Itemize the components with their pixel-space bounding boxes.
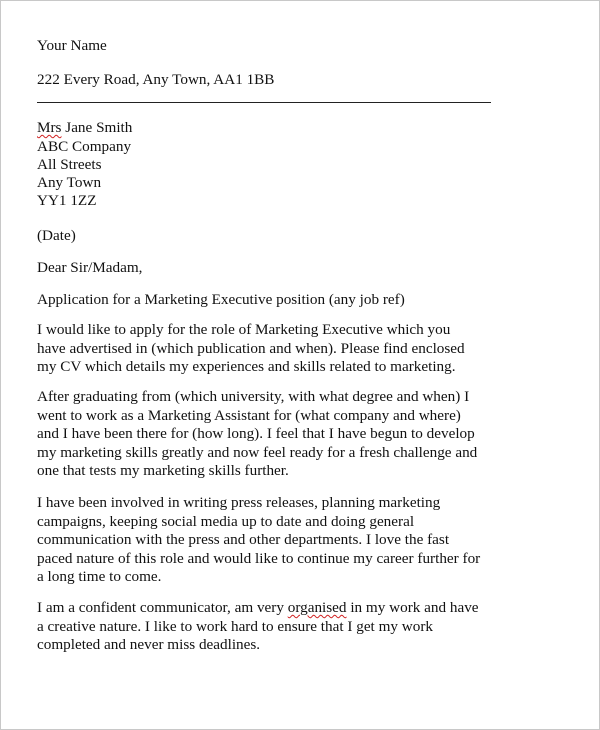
paragraph-line: I have been involved in writing press releases, planning marketing bbox=[37, 494, 441, 511]
paragraph-line: communication with the press and other departments. I love the fast bbox=[37, 531, 450, 549]
paragraph-line: paced nature of this role and would like to continue my career further for bbox=[37, 549, 481, 567]
paragraph-line: and I have been there for (how long). I feel that I have begun to develop bbox=[37, 425, 475, 443]
paragraph-closing bbox=[37, 599, 577, 655]
paragraph-experience bbox=[37, 388, 577, 481]
header-divider bbox=[37, 102, 491, 103]
recipient-postcode: YY1 1ZZ bbox=[37, 192, 97, 209]
recipient-company: ABC Company bbox=[37, 138, 132, 155]
text-run: I am a confident communicator, am very bbox=[37, 599, 288, 616]
spellcheck-flagged-word: organised bbox=[287, 599, 347, 616]
sender-name: Your Name bbox=[37, 37, 107, 54]
paragraph-line: I would like to apply for the role of Marketing Executive which you bbox=[37, 321, 451, 338]
paragraph-line: After graduating from (which university, with what degree and when) I bbox=[37, 388, 470, 405]
paragraph-line: went to work as a Marketing Assistant for (what company and where) bbox=[37, 406, 461, 424]
subject-line: Application for a Marketing Executive position (any job ref) bbox=[37, 291, 405, 308]
paragraph-line: my CV which details my experiences and skills related to marketing. bbox=[37, 358, 456, 376]
paragraph-intro bbox=[37, 321, 577, 377]
spellcheck-flagged-word: Mrs bbox=[37, 119, 62, 136]
paragraph-line: campaigns, keeping social media up to date and doing general bbox=[37, 512, 415, 530]
paragraph-line: a creative nature. I like to work hard to ensure that I get my work bbox=[37, 617, 433, 635]
letter-date: (Date) bbox=[37, 227, 76, 244]
salutation: Dear Sir/Madam, bbox=[37, 259, 143, 276]
paragraph-line: one that tests my marketing skills further. bbox=[37, 462, 289, 480]
recipient-name-rest: Jane Smith bbox=[61, 119, 133, 136]
paragraph-line: a long time to come. bbox=[37, 568, 162, 586]
paragraph-responsibilities bbox=[37, 494, 577, 587]
recipient-town: Any Town bbox=[37, 174, 102, 191]
sender-address: 222 Every Road, Any Town, AA1 1BB bbox=[37, 71, 275, 88]
text-run: in my work and have bbox=[346, 599, 479, 616]
paragraph-line: my marketing skills greatly and now feel ready for a fresh challenge and bbox=[37, 443, 478, 461]
paragraph-line: completed and never miss deadlines. bbox=[37, 636, 261, 654]
paragraph-line bbox=[37, 599, 577, 618]
recipient-name bbox=[37, 119, 132, 138]
recipient-street: All Streets bbox=[37, 156, 102, 173]
paragraph-line: have advertised in (which publication and when). Please find enclosed bbox=[37, 339, 465, 357]
